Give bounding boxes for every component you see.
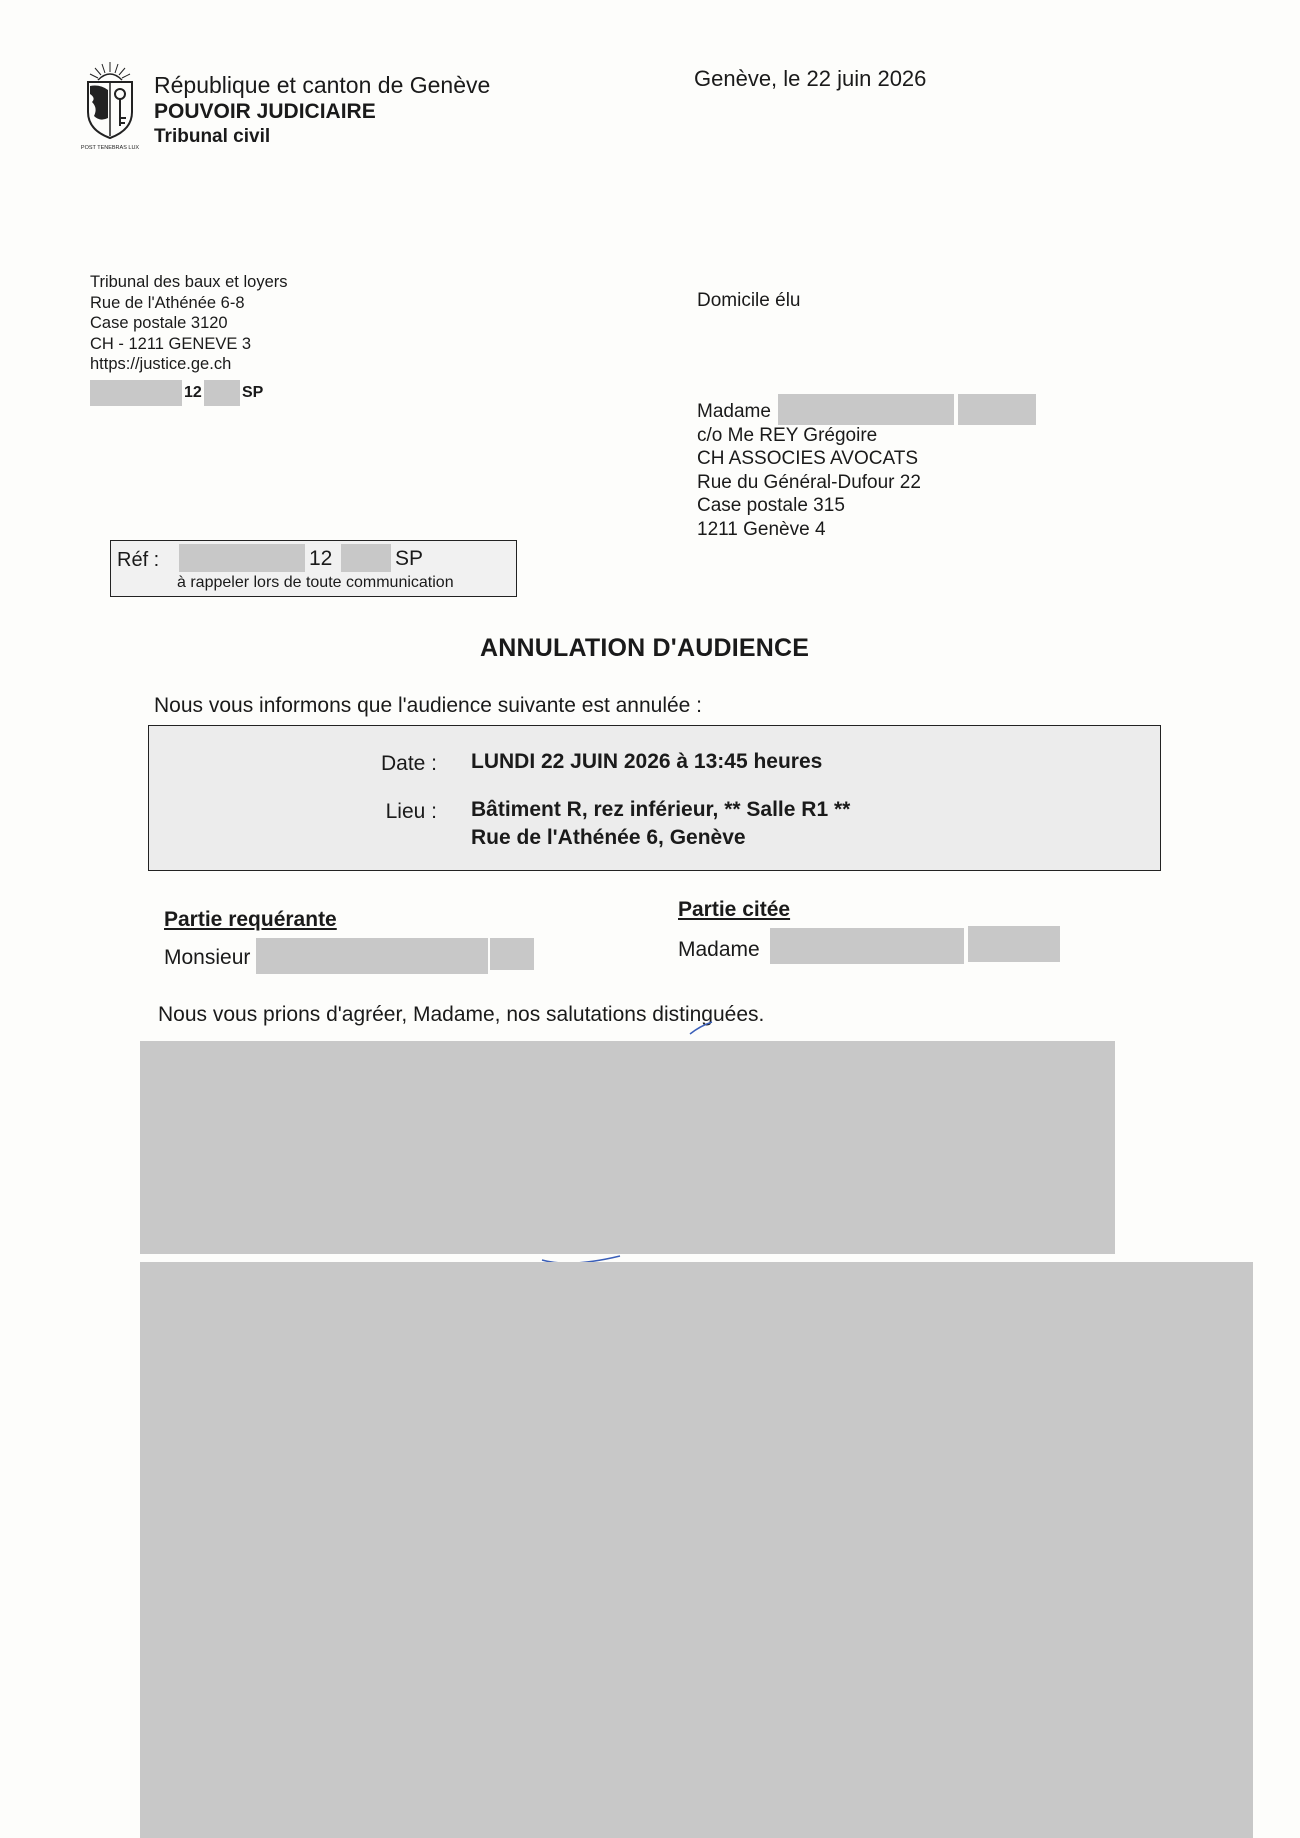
hearing-place-label: Lieu :	[385, 800, 437, 823]
reference-code: SP	[395, 547, 424, 570]
hearing-details-box	[148, 725, 1161, 871]
redaction-block	[968, 926, 1060, 962]
reference-note: à rappeler lors de toute communication	[177, 574, 454, 591]
recipient-line: c/o Me REY Grégoire	[697, 424, 878, 446]
sender-line: Tribunal des baux et loyers	[90, 273, 288, 291]
recipient-line: 1211 Genève 4	[697, 518, 826, 540]
redaction-block	[179, 544, 305, 572]
hearing-place-line1: Bâtiment R, rez inférieur, ** Salle R1 **	[471, 798, 851, 821]
redacted-signature-block	[140, 1041, 1115, 1254]
redacted-lower-block	[140, 1262, 1253, 1838]
applicant-party-title: Partie requérante	[164, 908, 337, 931]
closing-salutation: Nous vous prions d'agréer, Madame, nos salutations distinguées.	[158, 1003, 765, 1026]
recipient-line: Case postale 315	[697, 495, 845, 516]
domicile-label: Domicile élu	[697, 290, 801, 311]
court-heading: Tribunal civil	[154, 126, 271, 147]
hearing-place-line2: Rue de l'Athénée 6, Genève	[471, 826, 746, 849]
redaction-block	[778, 394, 954, 425]
redaction-block	[341, 544, 391, 572]
recipient-line: Rue du Général-Dufour 22	[697, 471, 921, 493]
document-title: ANNULATION D'AUDIENCE	[480, 634, 810, 662]
sender-line: Rue de l'Athénée 6-8	[90, 293, 245, 312]
sender-line: Case postale 3120	[90, 314, 228, 332]
sender-reference	[90, 380, 280, 406]
sender-ref-code: SP	[242, 384, 264, 401]
reference-box	[110, 540, 517, 597]
redaction-block	[204, 380, 240, 406]
judiciary-heading: POUVOIR JUDICIAIRE	[154, 100, 376, 123]
logo-motto: POST TENEBRAS LUX	[80, 145, 140, 151]
sender-address	[90, 272, 288, 375]
hearing-date-label: Date :	[380, 752, 437, 775]
redaction-block	[90, 380, 182, 406]
recipient-salutation: Madame	[697, 401, 771, 422]
geneva-coat-of-arms-logo	[78, 60, 142, 152]
redaction-block	[256, 938, 488, 974]
sender-ref-number: 12	[184, 384, 202, 401]
sender-line: CH - 1211 GENEVE 3	[90, 334, 252, 353]
applicant-party-name: Monsieur	[164, 946, 251, 969]
sender-line: https://justice.ge.ch	[90, 355, 232, 373]
republic-heading: République et canton de Genève	[154, 72, 491, 98]
redaction-block	[770, 928, 964, 964]
redaction-block	[490, 938, 534, 970]
redaction-block	[958, 394, 1036, 425]
intro-text: Nous vous informons que l'audience suivante est annulée :	[154, 694, 703, 717]
recipient-line: CH ASSOCIES AVOCATS	[697, 448, 919, 469]
reference-label: Réf :	[117, 549, 160, 571]
cited-party-title: Partie citée	[678, 898, 791, 921]
hearing-date-value: LUNDI 22 JUIN 2026 à 13:45 heures	[471, 750, 823, 773]
cited-party-name: Madame	[678, 938, 760, 961]
reference-number: 12	[309, 547, 333, 570]
letter-date: Genève, le 22 juin 2026	[694, 66, 927, 91]
